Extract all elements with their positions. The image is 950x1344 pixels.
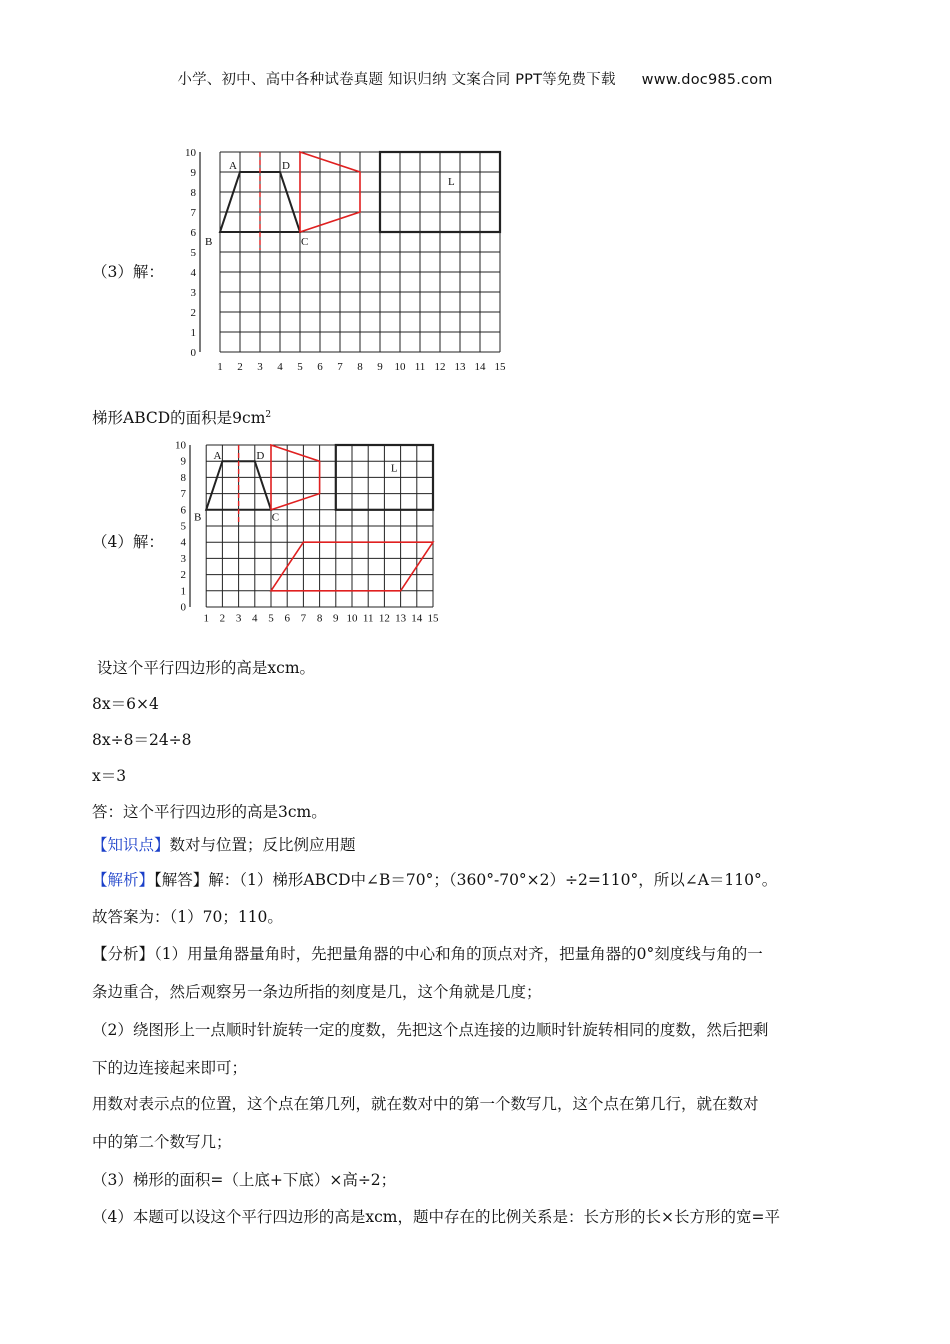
- vertex-label-b: B: [194, 511, 202, 524]
- vertex-label-l: L: [448, 176, 455, 188]
- vertex-label-c: C: [301, 236, 309, 248]
- vertex-label-l: L: [390, 462, 398, 475]
- knowledge-line: [92, 833, 356, 855]
- part4-line-1: 设这个平行四边形的高是xcm。: [92, 659, 316, 677]
- x-tick-label: 2: [219, 612, 226, 625]
- x-tick-label: 5: [268, 612, 274, 625]
- explanation-line-5: 用数对表示点的位置，这个点在第几列，就在数对中的第一个数写几，这个点在第几行，就在数对: [92, 1095, 759, 1113]
- knowledge-text: 数对与位置；反比例应用题: [169, 836, 356, 854]
- y-tick-label: 3: [190, 287, 196, 300]
- x-tick-label: 8: [316, 612, 323, 625]
- y-tick-label: 9: [190, 167, 196, 180]
- x-tick-label: 12: [434, 361, 446, 373]
- explanation-line-7: （3）梯形的面积=（上底+下底）×高÷2；: [92, 1171, 397, 1189]
- grid-figure-2: [170, 437, 442, 625]
- analysis-tag: 【解析】: [92, 871, 155, 889]
- x-tick-label: 13: [454, 361, 466, 373]
- x-tick-label: 6: [284, 612, 290, 625]
- knowledge-tag: 【知识点】: [92, 836, 170, 854]
- x-tick-label: 11: [362, 612, 374, 625]
- x-tick-label: 7: [300, 612, 307, 625]
- x-tick-label: 6: [317, 361, 323, 373]
- x-tick-label: 5: [297, 361, 303, 373]
- analysis-text: 【解答】解：（1）梯形ABCD中∠B＝70°；（360°-70°×2）÷2=110°，所以∠A＝110°。: [154, 871, 778, 889]
- y-tick-label: 6: [180, 504, 186, 517]
- x-tick-label: 9: [333, 612, 339, 625]
- y-tick-label: 0: [190, 347, 196, 360]
- y-tick-label: 6: [190, 227, 196, 240]
- vertex-label-d: D: [256, 449, 265, 462]
- y-tick-label: 5: [180, 520, 186, 533]
- x-tick-label: 15: [494, 361, 506, 373]
- explanation-line-4: 下的边连接起来即可；: [92, 1059, 248, 1077]
- x-tick-label: 4: [277, 361, 283, 373]
- explanation-line-6: 中的第二个数写几；: [92, 1133, 232, 1151]
- x-tick-label: 2: [237, 361, 243, 373]
- part4-answer: 答：这个平行四边形的高是3cm。: [92, 803, 327, 821]
- x-tick-label: 10: [394, 361, 406, 373]
- part4-line-3: 8x÷8＝24÷8: [92, 731, 192, 749]
- x-tick-label: 4: [252, 612, 258, 625]
- y-tick-label: 4: [190, 267, 196, 280]
- grid-figure-1: [178, 148, 508, 374]
- x-tick-label: 1: [203, 612, 209, 625]
- page-header: [0, 68, 950, 89]
- x-tick-label: 11: [414, 361, 426, 373]
- explanation-line-8: （4）本题可以设这个平行四边形的高是xcm，题中存在的比例关系是：长方形的长×长方形的宽=平: [92, 1208, 780, 1226]
- analysis-line: [92, 868, 777, 890]
- part4-line-2: 8x＝6×4: [92, 695, 159, 713]
- y-tick-label: 5: [190, 247, 196, 260]
- y-tick-label: 0: [180, 601, 186, 614]
- y-tick-label: 8: [190, 187, 196, 200]
- y-tick-label: 1: [180, 585, 186, 598]
- x-tick-label: 7: [337, 361, 343, 373]
- x-tick-label: 8: [357, 361, 363, 373]
- y-tick-label: 9: [180, 455, 186, 468]
- y-tick-label: 3: [180, 552, 186, 565]
- part3-result-sup: 2: [265, 409, 272, 420]
- vertex-label-c: C: [271, 511, 280, 524]
- explanation-line-3: （2）绕图形上一点顺时针旋转一定的度数，先把这个点连接的边顺时针旋转相同的度数，然后把剩: [92, 1021, 769, 1039]
- part4-label: （4）解：: [92, 533, 164, 551]
- x-tick-label: 3: [235, 612, 242, 625]
- vertex-label-d: D: [282, 160, 290, 172]
- vertex-label-a: A: [229, 160, 237, 172]
- x-tick-label: 3: [257, 361, 263, 373]
- y-tick-label: 7: [190, 207, 196, 220]
- y-tick-label: 1: [190, 327, 196, 340]
- x-tick-label: 1: [217, 361, 223, 373]
- x-tick-label: 10: [346, 612, 358, 625]
- y-tick-label: 2: [180, 569, 186, 582]
- header-text: 小学、初中、高中各种试卷真题 知识归纳 文案合同 PPT等免费下载: [177, 72, 616, 88]
- part3-result: [92, 406, 271, 428]
- x-tick-label: 14: [411, 612, 423, 625]
- x-tick-label: 12: [378, 612, 390, 625]
- explanation-line-2: 条边重合，然后观察另一条边所指的刻度是几，这个角就是几度；: [92, 983, 542, 1001]
- x-tick-label: 15: [427, 612, 439, 625]
- analysis-answer: 故答案为：（1）70；110。: [92, 908, 283, 926]
- y-tick-label: 10: [175, 439, 186, 452]
- y-tick-label: 4: [180, 536, 186, 549]
- y-tick-label: 8: [180, 471, 186, 484]
- part4-line-4: x＝3: [92, 767, 127, 785]
- x-tick-label: 13: [395, 612, 407, 625]
- x-tick-label: 14: [474, 361, 486, 373]
- x-tick-label: 9: [377, 361, 383, 373]
- y-tick-label: 7: [180, 488, 186, 501]
- part3-result-text: 梯形ABCD的面积是9cm: [92, 409, 266, 427]
- y-tick-label: 2: [190, 307, 196, 320]
- vertex-label-a: A: [213, 449, 222, 462]
- part3-label: （3）解：: [92, 263, 164, 281]
- explanation-line-1: 【分析】（1）用量角器量角时，先把量角器的中心和角的顶点对齐，把量角器的0°刻度线与角的一: [92, 945, 763, 963]
- header-site: www.doc985.com: [641, 72, 773, 88]
- vertex-label-b: B: [205, 236, 213, 248]
- y-tick-label: 10: [185, 148, 196, 160]
